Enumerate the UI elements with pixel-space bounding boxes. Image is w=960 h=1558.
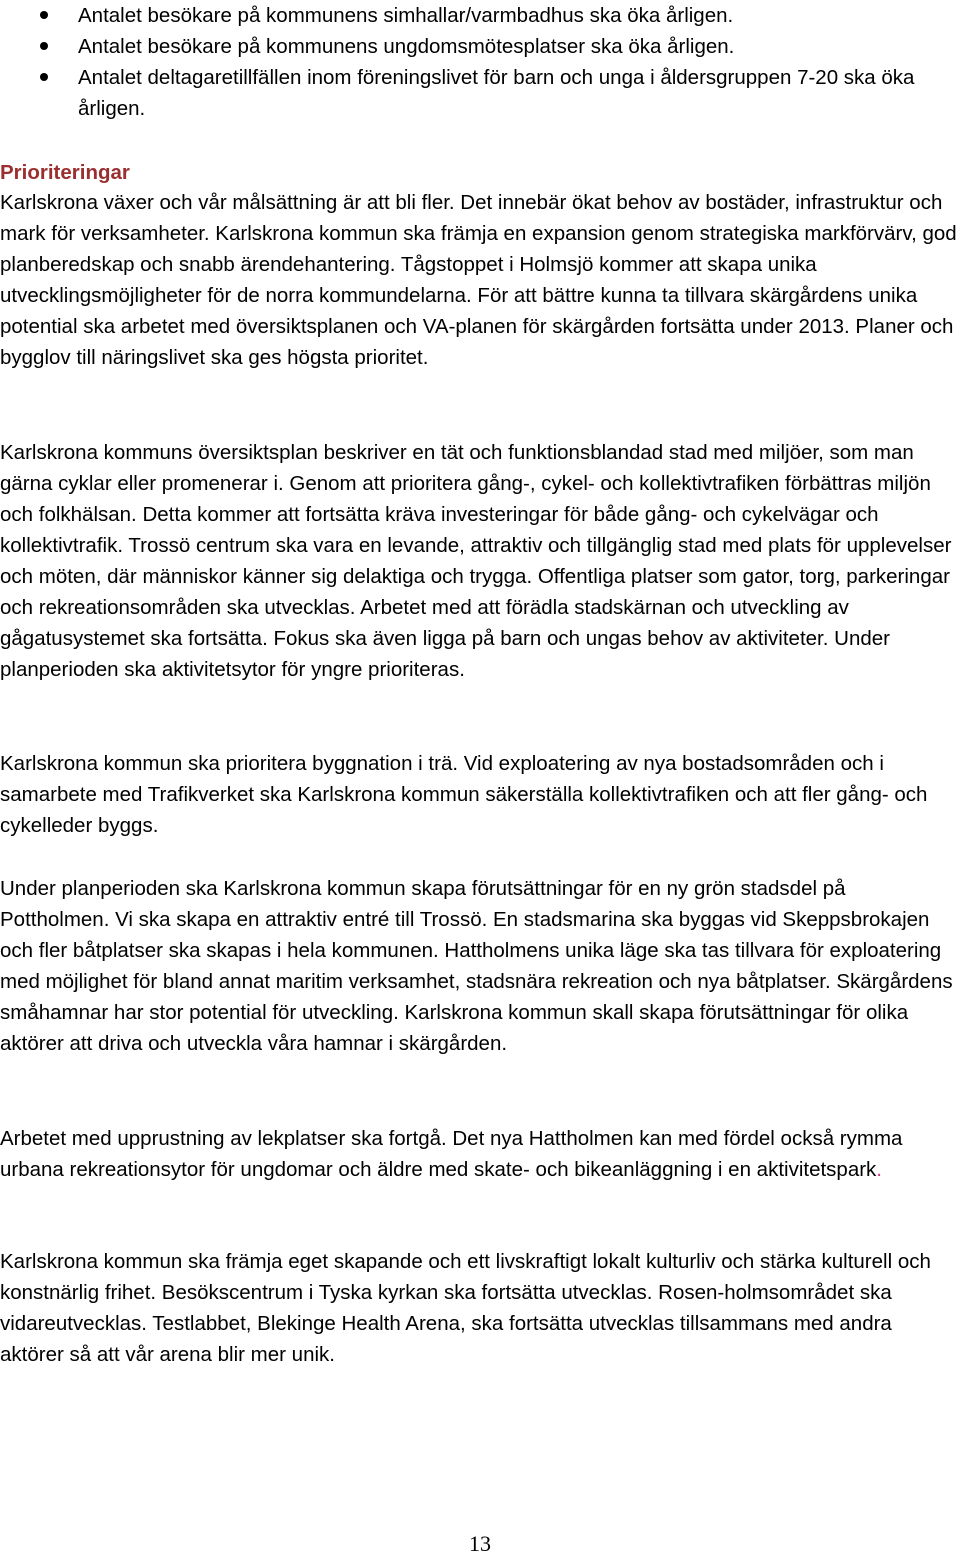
bullet-icon	[40, 42, 48, 50]
paragraph-culture: Karlskrona kommun ska främja eget skapande och ett livskraftigt lokalt kulturliv och stärka kulturell och konstnärlig frihet. Besökscentrum i Tyska kyrkan ska fortsätta utvecklas. Rosen-holmsområdet ska vidareutvecklas. Testlabbet, Blekinge Health Arena, ska fortsätta utvecklas tillsammans med andra aktörer så att vår arena blir mer unik.	[0, 1250, 931, 1366]
colored-period: .	[876, 1158, 882, 1181]
paragraph-overview-plan: Karlskrona kommuns översiktsplan beskriver en tät och funktionsblandad stad med miljöer, som man gärna cyklar eller promenerar i. Genom att prioritera gång-, cykel- och kollektivtrafiken förbättras miljön och folkhälsan. Detta kommer att fortsätta kräva investeringar för både gång- och cykelvägar och kollektivtrafik. Trossö centrum ska vara en levande, attraktiv och tillgänglig stad med plats för upplevelser och möten, där människor känner sig delaktiga och trygga. Offentliga platser som gator, torg, parkeringar och rekreationsområden ska utvecklas. Arbetet med att förädla stadskärnan och utveckling av gågatusystemet ska fortsätta. Fokus ska även ligga på barn och ungas behov av aktiviteter. Under planperioden ska aktivitetsytor för yngre prioriteras.	[0, 441, 952, 681]
paragraph-priorities: Karlskrona växer och vår målsättning är att bli fler. Det innebär ökat behov av bostäder, infrastruktur och mark för verksamheter. Karlskrona kommun ska främja en expansion genom strategiska markförvärv, god planberedskap och snabb ärendehantering. Tågstoppet i Holmsjö kommer att skapa unika utvecklingsmöjligheter för de norra kommundelarna. För att bättre kunna ta tillvara skärgårdens unika potential ska arbetet med översiktsplanen och VA-planen för skärgården fortsätta under 2013. Planer och bygglov till näringslivet ska ges högsta prioritet.	[0, 191, 957, 369]
paragraph-playgrounds-text: Arbetet med upprustning av lekplatser ska fortgå. Det nya Hattholmen kan med fördel också rymma urbana rekreationsytor för ungdomar och äldre med skate- och bikeanläggning i en aktivitetspark	[0, 1127, 903, 1181]
page-number: 13	[469, 1531, 491, 1556]
paragraph-playgrounds	[0, 1123, 960, 1185]
goal-bullet-list	[0, 0, 960, 124]
bullet-item	[0, 62, 960, 124]
paragraph-wood-building: Karlskrona kommun ska prioritera byggnation i trä. Vid exploatering av nya bostadsområden och i samarbete med Trafikverket ska Karlskrona kommun säkerställa kollektivtrafiken och att fler gång- och cykelleder byggs.	[0, 752, 928, 837]
bullet-icon	[40, 11, 48, 19]
bullet-icon	[40, 73, 48, 81]
bullet-item	[0, 0, 960, 31]
bullet-text: Antalet deltagaretillfällen inom föreningslivet för barn och unga i åldersgruppen 7-20 ska öka årligen.	[78, 66, 915, 120]
bullet-text: Antalet besökare på kommunens ungdomsmötesplatser ska öka årligen.	[78, 35, 735, 58]
paragraph-pottholmen: Under planperioden ska Karlskrona kommun skapa förutsättningar för en ny grön stadsdel på Pottholmen. Vi ska skapa en attraktiv entré till Trossö. En stadsmarina ska byggas vid Skeppsbrokajen och fler båtplatser ska skapas i hela kommunen. Hattholmens unika läge ska tas tillvara för exploatering med möjlighet för bland annat maritim verksamhet, stadsnära rekreation och nya båtplatser. Skärgårdens småhamnar har stor potential för utveckling. Karlskrona kommun skall skapa förutsättningar för olika aktörer att driva och utveckla våra hamnar i skärgården.	[0, 877, 953, 1055]
bullet-item	[0, 31, 960, 62]
bullet-text: Antalet besökare på kommunens simhallar/varmbadhus ska öka årligen.	[78, 4, 734, 27]
section-heading: Prioriteringar	[0, 161, 130, 184]
